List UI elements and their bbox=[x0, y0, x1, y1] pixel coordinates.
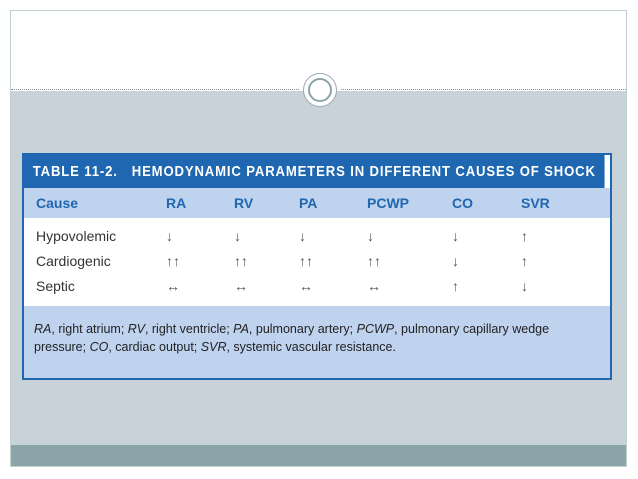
footnote-abbr: PA bbox=[233, 322, 249, 336]
cell-svr: ↑ bbox=[521, 228, 528, 244]
cell-co: ↑ bbox=[452, 278, 459, 294]
cell-ra: ↔ bbox=[166, 278, 180, 294]
column-header-svr: SVR bbox=[521, 195, 550, 211]
hemodynamic-table bbox=[22, 153, 612, 380]
slide-footer-bar bbox=[11, 445, 626, 467]
circle-ornament-inner bbox=[308, 78, 332, 102]
footnote-text: , pulmonary capillary wedge pressure; bbox=[34, 322, 550, 354]
cell-pcwp: ↑↑ bbox=[367, 253, 381, 269]
cell-rv: ↓ bbox=[234, 228, 241, 244]
divider-line-right bbox=[341, 89, 627, 90]
footnote-text: , right ventricle; bbox=[144, 322, 234, 336]
table-number: TABLE 11-2. bbox=[32, 163, 118, 180]
cell-rv: ↔ bbox=[234, 278, 248, 294]
column-header-rv: RV bbox=[234, 195, 254, 211]
row-cause: Hypovolemic bbox=[36, 228, 117, 244]
circle-ornament-icon bbox=[303, 73, 337, 107]
footnote-text: , cardiac output; bbox=[108, 340, 201, 354]
cell-pa: ↓ bbox=[299, 228, 306, 244]
column-header-pcwp: PCWP bbox=[367, 195, 409, 211]
footnote-abbr: CO bbox=[89, 340, 109, 354]
cell-rv: ↑↑ bbox=[234, 253, 248, 269]
cell-ra: ↓ bbox=[166, 228, 173, 244]
footnote-text: , systemic vascular resistance. bbox=[226, 340, 396, 354]
table-row bbox=[24, 249, 610, 274]
footnote-abbr: PCWP bbox=[356, 322, 395, 336]
table-row bbox=[24, 274, 610, 299]
cell-pcwp: ↔ bbox=[367, 278, 381, 294]
cell-pcwp: ↓ bbox=[367, 228, 374, 244]
divider-line-left bbox=[11, 89, 299, 90]
cell-ra: ↑↑ bbox=[166, 253, 180, 269]
column-header-cause: Cause bbox=[36, 195, 79, 211]
column-header-ra: RA bbox=[166, 195, 187, 211]
cell-co: ↓ bbox=[452, 253, 459, 269]
table-title-bar bbox=[24, 155, 605, 188]
table-row bbox=[24, 224, 610, 249]
cell-co: ↓ bbox=[452, 228, 459, 244]
footnote-abbr: SVR bbox=[200, 340, 227, 354]
footnote-text: , pulmonary artery; bbox=[248, 322, 357, 336]
table-body bbox=[24, 218, 610, 312]
table-footnote bbox=[24, 306, 610, 380]
table-title: HEMODYNAMIC PARAMETERS IN DIFFERENT CAUSES OF SHOCK bbox=[131, 163, 596, 180]
cell-pa: ↑↑ bbox=[299, 253, 313, 269]
cell-pa: ↔ bbox=[299, 278, 313, 294]
column-header-co: CO bbox=[452, 195, 473, 211]
row-cause: Cardiogenic bbox=[36, 253, 111, 269]
cell-svr: ↑ bbox=[521, 253, 528, 269]
row-cause: Septic bbox=[36, 278, 75, 294]
footnote-text: , right atrium; bbox=[51, 322, 128, 336]
cell-svr: ↓ bbox=[521, 278, 528, 294]
footnote-abbr: RA bbox=[34, 322, 52, 336]
footnote-abbr: RV bbox=[127, 322, 145, 336]
table-header-row bbox=[24, 188, 610, 218]
column-header-pa: PA bbox=[299, 195, 318, 211]
